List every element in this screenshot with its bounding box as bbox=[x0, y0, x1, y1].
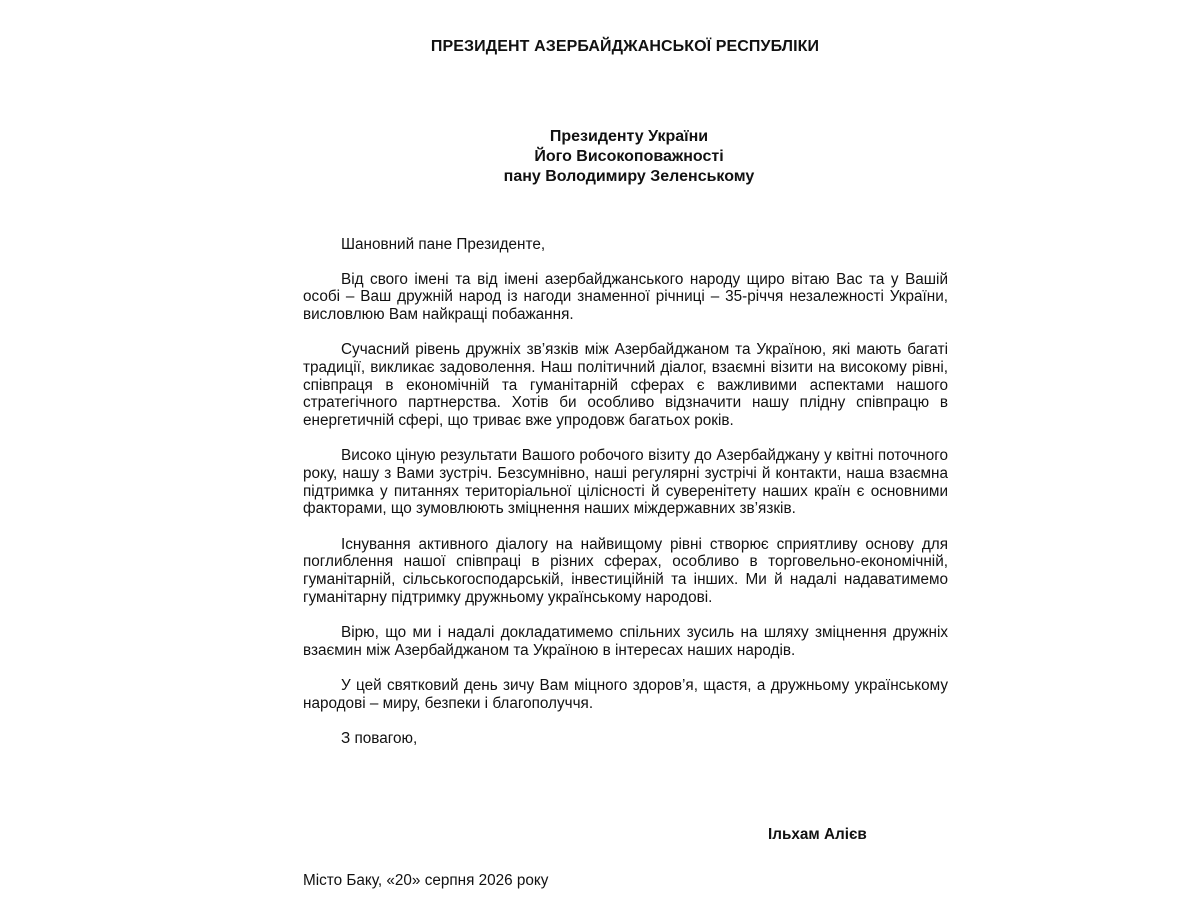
paragraph: Від свого імені та від імені азербайджанського народу щиро вітаю Вас та у Вашій особі – Ваш дружній народ із нагоди знаменної річниці – 35-річчя незалежності України, висловлюю Вам найкращі побажання. bbox=[303, 270, 948, 323]
paragraph: Сучасний рівень дружніх зв’язків між Азербайджаном та Україною, які мають багаті традиції, викликає задоволення. Наш політичний діалог, взаємні візити на високому рівні, співпраця в економічній та гуманітарній сферах є важливими аспектами нашого стратегічного партнерства. Хотів би особливо відзначити нашу плідну співпрацю в енергетичній сфері, що триває вже упродовж багатьох років. bbox=[303, 341, 948, 429]
closing: З повагою, bbox=[341, 730, 418, 748]
paragraph: У цей святковий день зичу Вам міцного здоров’я, щастя, а дружньому українському народові – миру, безпеки і благополуччя. bbox=[303, 677, 948, 712]
letter-body bbox=[303, 236, 948, 748]
addressee-line: Його Високоповажності bbox=[534, 148, 724, 165]
paragraph: Існування активного діалогу на найвищому рівні створює сприятливу основу для поглиблення нашої співпраці в різних сферах, особливо в торговельно-економічній, гуманітарній, сільськогосподарській, інвестиційній та інших. Ми й надалі надаватимемо гуманітарну підтримку дружньому українському народові. bbox=[303, 535, 948, 606]
paragraph: Високо ціную результати Вашого робочого візиту до Азербайджану у квітні поточного року, нашу з Вами зустріч. Безсумнівно, наші регулярні зустрічі й контакти, наша взаємна підтримка у питаннях територіальної цілісності й суверенітету наших країн є основними факторами, що зумовлюють зміцнення наших міждержавних зв’язків. bbox=[303, 447, 948, 518]
place-date: Місто Баку, «20» серпня 2026 року bbox=[303, 872, 549, 889]
salutation: Шановний пане Президенте, bbox=[341, 236, 546, 253]
signature-name: Ільхам Алієв bbox=[768, 826, 867, 843]
letter-header: ПРЕЗИДЕНТ АЗЕРБАЙДЖАНСЬКОЇ РЕСПУБЛІКИ bbox=[430, 38, 820, 55]
addressee-line: пану Володимиру Зеленському bbox=[503, 168, 755, 185]
addressee-block bbox=[0, 127, 1200, 187]
paragraph: Вірю, що ми і надалі докладатимемо спільних зусиль на шляху зміцнення дружніх взаємин між Азербайджаном та Україною в інтересах наших народів. bbox=[303, 624, 948, 659]
addressee-line: Президенту України bbox=[549, 128, 709, 145]
